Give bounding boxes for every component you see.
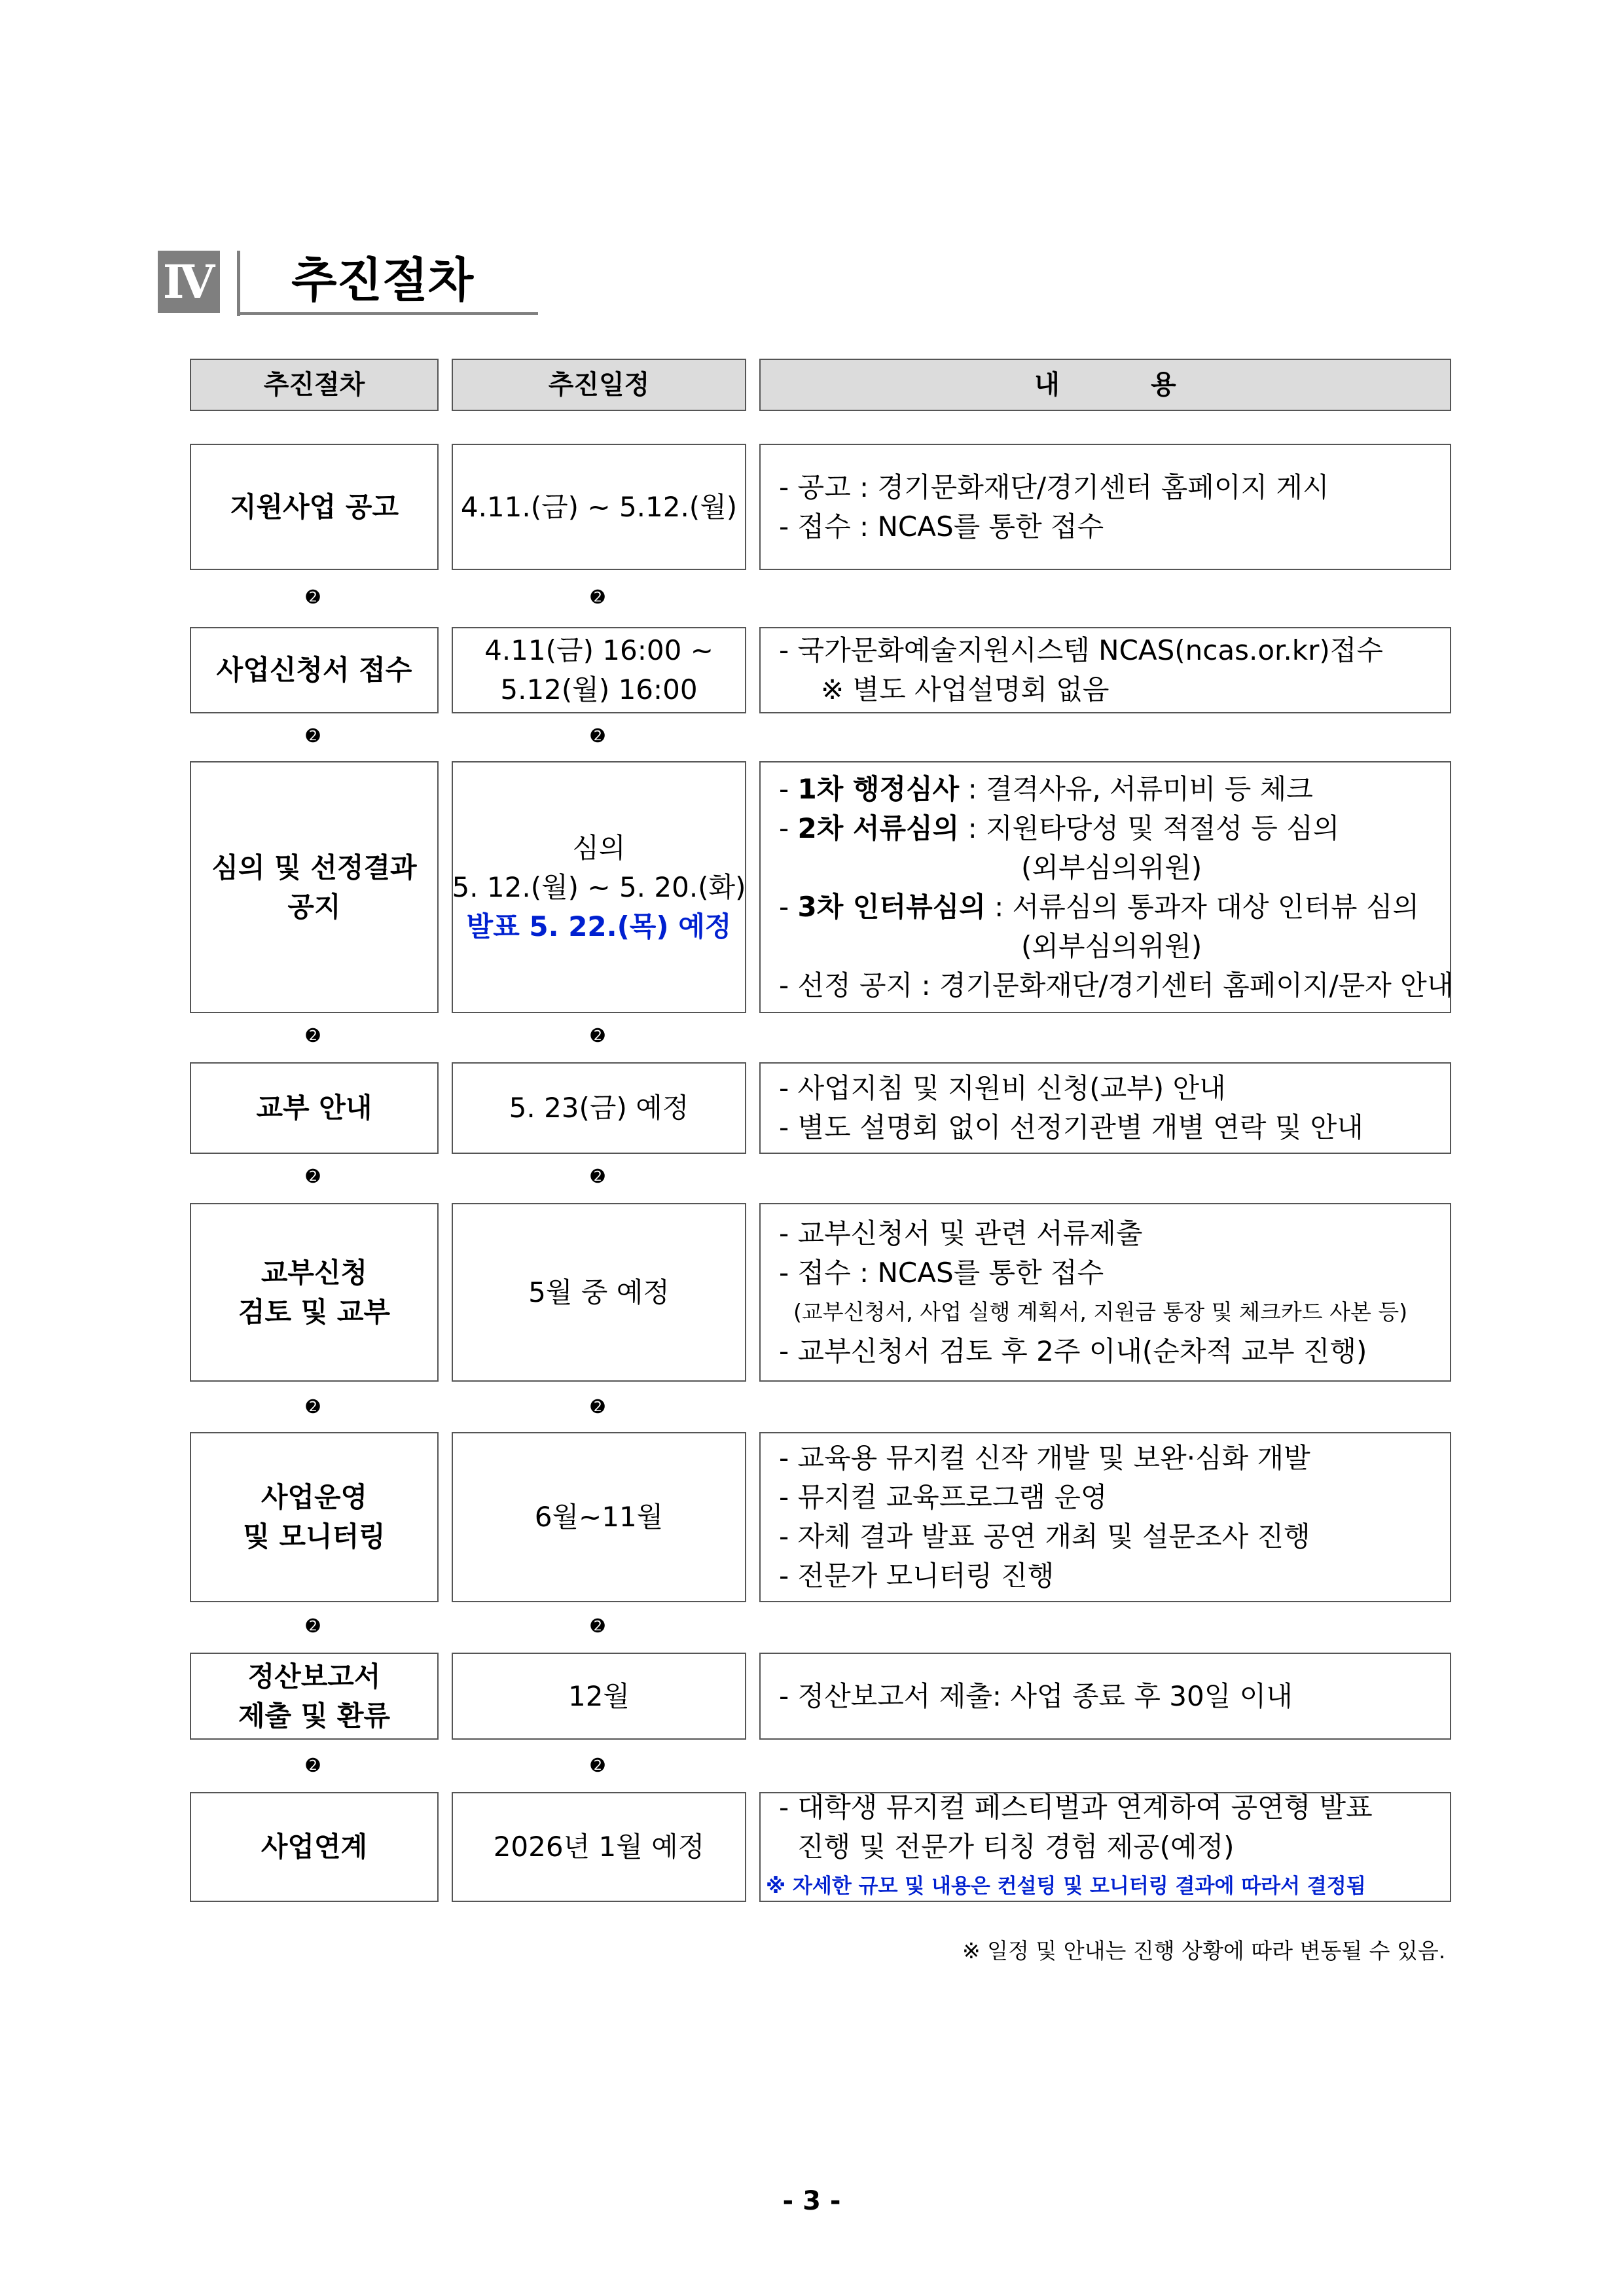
stage-linkage: 사업연계 (190, 1792, 439, 1902)
arrow-down-icon: ➋ (590, 1397, 605, 1417)
content-review: - 1차 행정심사 : 결격사유, 서류미비 등 체크 - 2차 서류심의 : 지원타당성 및 적절성 등 심의 (외부심의위원) - 3차 인터뷰심의 : 서류심의 통과자 대상 인터뷰 심의 (외부심의위원) - 선정 공지 : 경기문화재단/경기센터 홈페이지/문자 안내 (759, 761, 1451, 1013)
stage-settlement: 정산보고서 제출 및 환류 (190, 1653, 439, 1740)
stage-operation: 사업운영 및 모니터링 (190, 1432, 439, 1602)
arrow-down-icon: ➋ (306, 588, 320, 607)
content-grant-notice: - 사업지침 및 지원비 신청(교부) 안내 - 별도 설명회 없이 선정기관별 개별 연락 및 안내 (759, 1062, 1451, 1154)
header-content: 내 용 (759, 359, 1451, 411)
schedule-review: 심의 5. 12.(월) ~ 5. 20.(화) 발표 5. 22.(목) 예정 (452, 761, 746, 1013)
content-linkage: - 대학생 뮤지컬 페스티벌과 연계하여 공연형 발표 진행 및 전문가 티칭 경험 제공(예정) ※ 자세한 규모 및 내용은 컨설팅 및 모니터링 결과에 따라서 결정됨 (759, 1792, 1451, 1902)
stage-announcement: 지원사업 공고 (190, 444, 439, 570)
arrow-down-icon: ➋ (590, 1756, 605, 1776)
schedule-application: 4.11(금) 16:00 ~ 5.12(월) 16:00 (452, 627, 746, 713)
arrow-down-icon: ➋ (306, 1756, 320, 1776)
stage-application: 사업신청서 접수 (190, 627, 439, 713)
stage-review: 심의 및 선정결과 공지 (190, 761, 439, 1013)
schedule-linkage: 2026년 1월 예정 (452, 1792, 746, 1902)
arrow-down-icon: ➋ (590, 1026, 605, 1046)
header-schedule: 추진일정 (452, 359, 746, 411)
page-number: - 3 - (782, 2186, 841, 2216)
arrow-down-icon: ➋ (306, 1167, 320, 1187)
arrow-down-icon: ➋ (590, 1167, 605, 1187)
schedule-operation: 6월~11월 (452, 1432, 746, 1602)
arrow-down-icon: ➋ (306, 1397, 320, 1417)
section-title: 추진절차 (291, 253, 474, 308)
section-numeral: Ⅳ (158, 251, 220, 313)
stage-grant-review: 교부신청 검토 및 교부 (190, 1203, 439, 1382)
arrow-down-icon: ➋ (590, 1617, 605, 1636)
content-settlement: - 정산보고서 제출: 사업 종료 후 30일 이내 (759, 1653, 1451, 1740)
header-procedure: 추진절차 (190, 359, 439, 411)
arrow-down-icon: ➋ (590, 726, 605, 746)
content-announcement: - 공고 : 경기문화재단/경기센터 홈페이지 게시 - 접수 : NCAS를 통한 접수 (759, 444, 1451, 570)
arrow-down-icon: ➋ (306, 726, 320, 746)
schedule-grant-notice: 5. 23(금) 예정 (452, 1062, 746, 1154)
arrow-down-icon: ➋ (306, 1026, 320, 1046)
schedule-footnote: ※ 일정 및 안내는 진행 상황에 따라 변동될 수 있음. (962, 1938, 1446, 1964)
arrow-down-icon: ➋ (590, 588, 605, 607)
arrow-down-icon: ➋ (306, 1617, 320, 1636)
schedule-settlement: 12월 (452, 1653, 746, 1740)
section-underline (237, 312, 538, 315)
schedule-announcement: 4.11.(금) ~ 5.12.(월) (452, 444, 746, 570)
content-grant-review: - 교부신청서 및 관련 서류제출 - 접수 : NCAS를 통한 접수 (교부신청서, 사업 실행 계획서, 지원금 통장 및 체크카드 사본 등) - 교부신청서 검토 후 2주 이내(순차적 교부 진행) (759, 1203, 1451, 1382)
content-application: - 국가문화예술지원시스템 NCAS(ncas.or.kr)접수 ※ 별도 사업설명회 없음 (759, 627, 1451, 713)
stage-grant-notice: 교부 안내 (190, 1062, 439, 1154)
section-divider (237, 251, 240, 316)
schedule-grant-review: 5월 중 예정 (452, 1203, 746, 1382)
content-operation: - 교육용 뮤지컬 신작 개발 및 보완·심화 개발 - 뮤지컬 교육프로그램 운영 - 자체 결과 발표 공연 개최 및 설문조사 진행 - 전문가 모니터링 진행 (759, 1432, 1451, 1602)
